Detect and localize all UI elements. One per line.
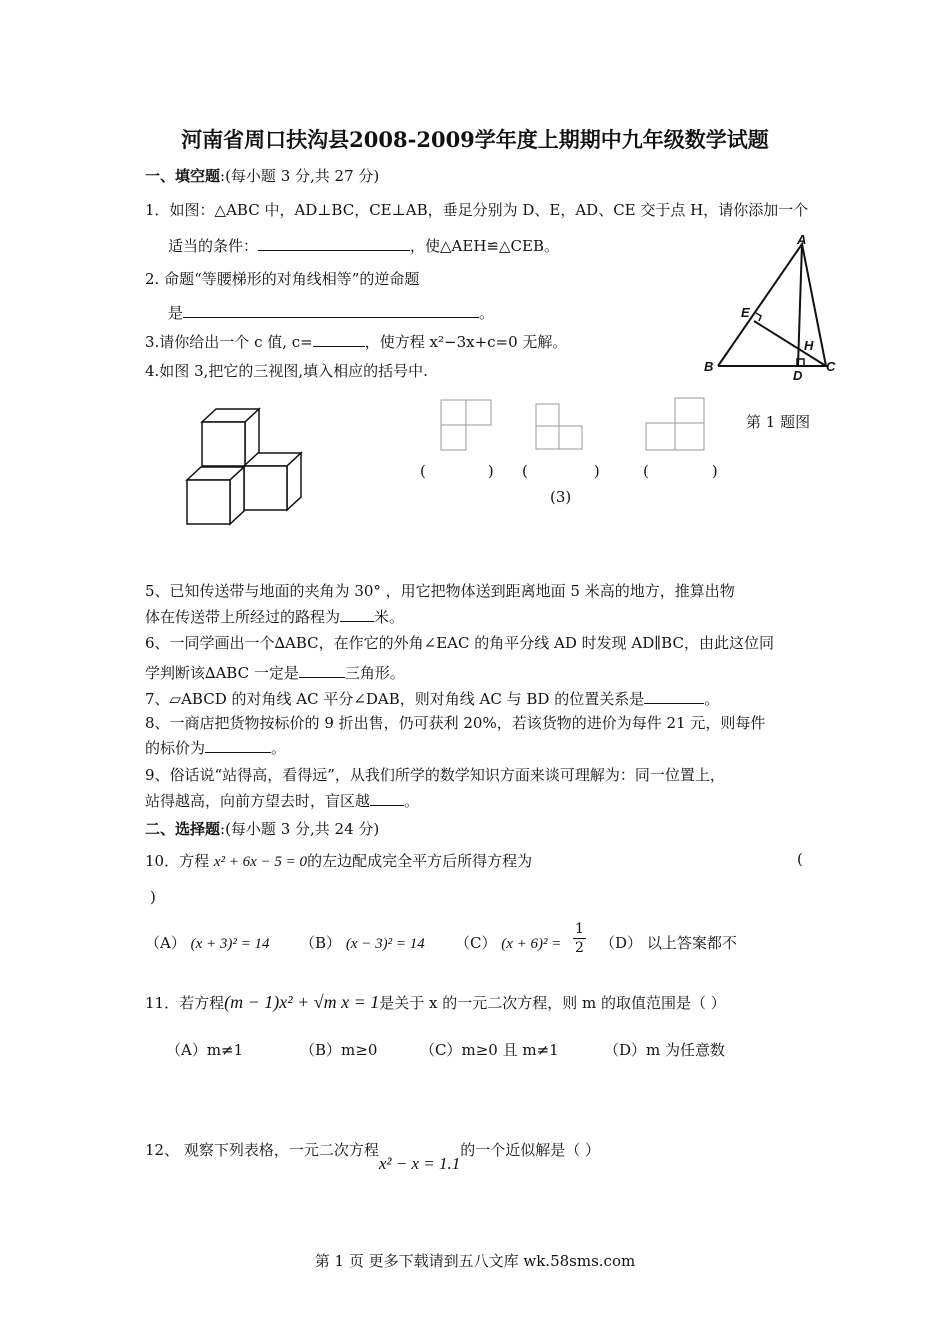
- q3: [145, 331, 567, 352]
- fraction-denominator: 2: [575, 940, 584, 956]
- label-b: B: [704, 359, 714, 374]
- option-label: （C）: [455, 934, 497, 952]
- q12-suffix: 的一个近似解是（ ）: [460, 1141, 601, 1159]
- q12-stem: [145, 1139, 601, 1173]
- figure1-caption: 第 1 题图: [746, 413, 811, 431]
- q11-prefix: 11．若方程: [145, 994, 225, 1012]
- right-angle-e: [756, 313, 761, 321]
- bracket-open: (: [643, 462, 649, 480]
- q5-suffix: 米。: [374, 608, 405, 626]
- q10-option-b[interactable]: [300, 932, 425, 953]
- bracket-close: ): [593, 462, 600, 480]
- view3-bracket[interactable]: [643, 462, 718, 480]
- q2-suffix: 。: [479, 304, 495, 322]
- altitude-ce: [754, 321, 826, 366]
- q9-line2: [145, 790, 419, 811]
- q10-bracket-open: (: [797, 850, 803, 868]
- q9-blank[interactable]: [370, 791, 404, 806]
- q3-suffix: ，使方程 x²−3x+c=0 无解。: [364, 333, 568, 351]
- q7: [145, 688, 719, 709]
- figure1-triangle: [700, 230, 840, 380]
- q10-prefix: 10．方程: [145, 852, 210, 870]
- q11-option-d[interactable]: （D）m 为任意数: [604, 1041, 726, 1059]
- view2-bracket[interactable]: [522, 462, 600, 480]
- q10-option-d[interactable]: [600, 932, 737, 953]
- q1-line1: 1．如图：△ABC 中，AD⊥BC，CE⊥AB，垂足分别为 D、E，AD、CE 交于点 H，请你添加一个: [145, 201, 809, 219]
- label-h: H: [804, 338, 814, 353]
- figure3-views: [436, 395, 736, 455]
- q9-line1: 9、俗话说“站得高，看得远”，从我们所学的数学知识方面来谈可理解为：同一位置上，: [145, 766, 725, 784]
- q8-line1: 8、一商店把货物按标价的 9 折出售，仍可获利 20%，若该货物的进价为每件 21 元，则每件: [145, 714, 766, 732]
- q1-suffix: ，使△AEH≌△CEB。: [410, 237, 559, 255]
- q1-line2: [168, 235, 559, 256]
- q12-equation: x² − x = 1.1: [378, 1154, 461, 1173]
- label-c: C: [826, 359, 836, 374]
- q10-option-a[interactable]: [145, 932, 270, 953]
- q11-option-b[interactable]: （B）m≥0: [300, 1041, 378, 1059]
- label-a: A: [797, 232, 807, 247]
- q2-line1: 2. 命题“等腰梯形的对角线相等”的逆命题: [145, 270, 420, 288]
- q11-suffix: 是关于 x 的一元二次方程，则 m 的取值范围是（ ）: [379, 994, 726, 1012]
- section2-note: :(每小题 3 分,共 24 分): [220, 820, 380, 838]
- q5-line2: [145, 606, 404, 627]
- q2-prefix: 是: [168, 304, 184, 322]
- q11-equation: (m − 1)x² + √m x = 1: [224, 992, 380, 1012]
- q5-prefix: 体在传送带上所经过的路程为: [145, 608, 341, 626]
- q3-blank[interactable]: [313, 332, 365, 347]
- q11-stem: [145, 992, 726, 1013]
- option-expr: (x + 6)² =: [501, 936, 562, 952]
- option-label: （D）: [600, 934, 643, 952]
- q6-line2: [145, 662, 405, 683]
- q11-option-c[interactable]: （C）m≥0 且 m≠1: [420, 1041, 559, 1059]
- option-expr: (x + 3)² = 14: [190, 936, 270, 952]
- page-footer: 第 1 页 更多下载请到五八文库 wk.58sms.com: [314, 1252, 636, 1270]
- q2-blank[interactable]: [183, 303, 479, 318]
- section1-header: [145, 165, 379, 186]
- q10-suffix: 的左边配成完全平方后所得方程为: [307, 852, 533, 870]
- q8-suffix: 。: [271, 739, 287, 757]
- q10-fraction: [573, 920, 586, 957]
- q4: 4.如图 3,把它的三视图,填入相应的括号中.: [145, 362, 428, 380]
- q9-suffix: 。: [404, 792, 420, 810]
- q8-line2: [145, 737, 286, 758]
- page-title: 河南省周口扶沟县2008-2009学年度上期期中九年级数学试题: [181, 127, 769, 152]
- bracket-close: ): [711, 462, 718, 480]
- q1-blank[interactable]: [258, 236, 410, 251]
- section1-note: :(每小题 3 分,共 27 分): [220, 167, 380, 185]
- q1-prefix: 适当的条件：: [168, 237, 259, 255]
- option-expr: 以上答案都不: [646, 934, 737, 952]
- view1-bracket[interactable]: [420, 462, 494, 480]
- q7-blank[interactable]: [644, 689, 704, 704]
- q8-prefix: 的标价为: [145, 739, 206, 757]
- option-label: （B）: [300, 934, 342, 952]
- q11-option-a[interactable]: （A）m≠1: [166, 1041, 244, 1059]
- section1-heading: 一、填空题: [145, 167, 221, 185]
- bracket-open: (: [420, 462, 426, 480]
- figure3-caption: (3): [550, 488, 572, 506]
- q6-suffix: 三角形。: [344, 664, 405, 682]
- q5-blank[interactable]: [340, 607, 374, 622]
- q6-prefix: 学判断该∆ABC 一定是: [145, 664, 299, 682]
- fraction-numerator: 1: [575, 921, 584, 937]
- q10-equation: x² + 6x − 5 = 0: [213, 854, 308, 870]
- q7-suffix: 。: [704, 690, 720, 708]
- q5-line1: 5、已知传送带与地面的夹角为 30° ，用它把物体送到距离地面 5 米高的地方，推算出物: [145, 582, 735, 600]
- figure3-cubes: [180, 400, 310, 530]
- q9-prefix: 站得越高，向前方望去时，盲区越: [145, 792, 371, 810]
- q10-bracket-close[interactable]: ): [150, 888, 156, 906]
- q12-prefix: 12、 观察下列表格，一元二次方程: [145, 1141, 379, 1159]
- q8-blank[interactable]: [205, 738, 271, 753]
- q7-prefix: 7、▱ABCD 的对角线 AC 平分∠DAB，则对角线 AC 与 BD 的位置关系是: [145, 690, 645, 708]
- label-d: D: [793, 368, 803, 380]
- q10-stem: [145, 850, 532, 871]
- option-expr: (x − 3)² = 14: [345, 936, 425, 952]
- bracket-close: ): [487, 462, 494, 480]
- q6-line1: 6、一同学画出一个∆ABC，在作它的外角∠EAC 的角平分线 AD 时发现 AD∥BC，由此这位同: [145, 634, 774, 652]
- bracket-open: (: [522, 462, 528, 480]
- option-label: （A）: [145, 934, 186, 952]
- q3-prefix: 3.请你给出一个 c 值, c=: [145, 333, 313, 351]
- q2-line2: [168, 302, 494, 323]
- q10-option-c[interactable]: [455, 932, 561, 953]
- q6-blank[interactable]: [299, 663, 345, 678]
- label-e: E: [741, 305, 750, 320]
- section2-heading: 二、选择题: [145, 820, 221, 838]
- section2-header: [145, 818, 379, 839]
